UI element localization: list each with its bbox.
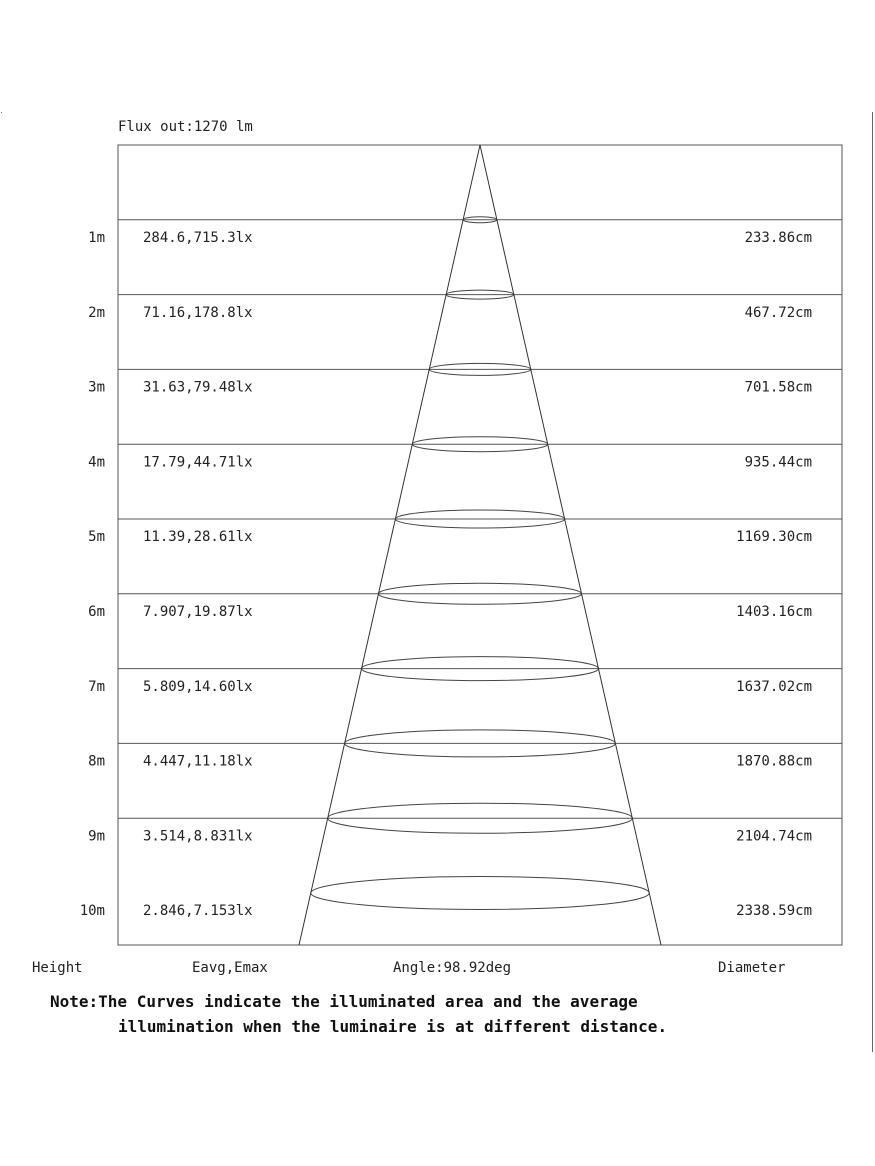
beam-cone [299,145,661,945]
illumination-curve [311,877,649,910]
row-height-label: 9m [88,828,105,845]
row-diameter-value: 2338.59cm [736,903,812,920]
row-diameter-value: 935.44cm [744,454,812,471]
row-eavg-emax-value: 11.39,28.61lx [143,529,253,546]
row-diameter-value: 233.86cm [744,230,812,246]
flux-label: Flux out:1270 lm [118,119,253,135]
cone-left-edge [299,145,480,945]
row-height-label: 4m [88,454,105,471]
row-diameter-value: 1637.02cm [736,678,812,695]
row-eavg-emax-value: 284.6,715.3lx [143,230,253,246]
row-height-label: 10m [79,903,105,920]
row-diameter-value: 467.72cm [744,304,812,321]
diameter-column-label: Diameter [718,960,786,976]
row-diameter-value: 1403.16cm [736,604,812,620]
row-diameter-value: 1870.88cm [736,753,812,770]
row-height-label: 2m [88,304,105,321]
row-diameter-value: 701.58cm [744,379,812,396]
row-eavg-emax-value: 3.514,8.831lx [143,828,253,845]
row-eavg-emax-value: 2.846,7.153lx [143,903,253,920]
row-eavg-emax-value: 31.63,79.48lx [143,379,253,396]
eavg-column-label: Eavg,Emax [192,960,268,976]
row-height-label: 6m [88,604,105,620]
row-height-label: 1m [88,230,105,246]
row-eavg-emax-value: 4.447,11.18lx [143,753,253,770]
row-eavg-emax-value: 5.809,14.60lx [143,678,253,695]
illumination-curves [311,217,649,910]
note-line-2: illumination when the luminaire is at different distance. [118,1017,668,1036]
row-height-label: 3m [88,379,105,396]
row-eavg-emax-value: 17.79,44.71lx [143,454,253,471]
row-diameter-value: 2104.74cm [736,828,812,845]
row-height-label: 7m [88,678,105,695]
row-eavg-emax-value: 7.907,19.87lx [143,604,253,620]
cone-right-edge [480,145,661,945]
row-diameter-value: 1169.30cm [736,529,812,546]
angle-label: Angle:98.92deg [393,960,512,976]
row-eavg-emax-value: 71.16,178.8lx [143,304,253,321]
row-labels [80,230,812,919]
row-height-label: 8m [88,753,105,770]
height-column-label: Height [32,960,83,976]
row-height-label: 5m [88,529,105,546]
note-line-1: Note:The Curves indicate the illuminated area and the average [50,992,638,1011]
